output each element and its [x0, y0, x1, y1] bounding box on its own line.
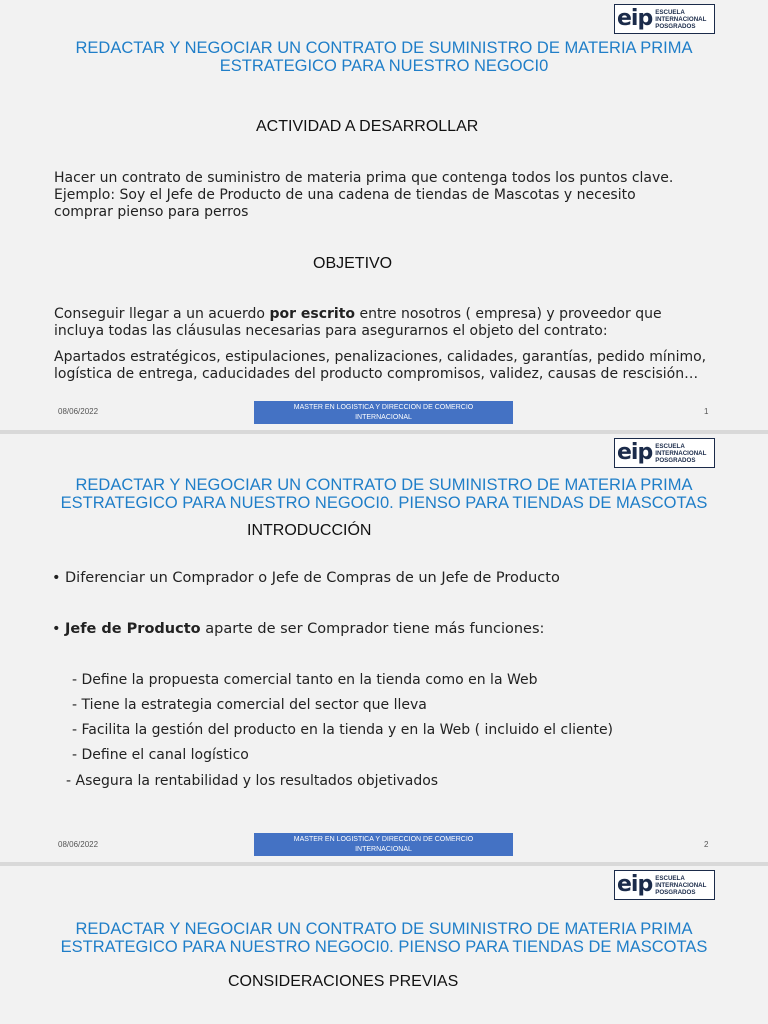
objective-post: entre nosotros ( empresa) y proveedor que — [355, 306, 662, 322]
logo-text — [655, 875, 706, 896]
logo-line-1: ESCUELA — [655, 442, 685, 450]
logo-line-3: POSGRADOS — [655, 456, 696, 464]
title-line-1: REDACTAR Y NEGOCIAR UN CONTRATO DE SUMINISTRO DE MATERIA PRIMA — [75, 39, 693, 57]
slide-title — [40, 39, 728, 75]
activity-line-3: comprar pienso para perros — [54, 204, 249, 220]
title-line-2: ESTRATEGICO PARA NUESTRO NEGOCI0 — [219, 57, 549, 75]
objective-text — [54, 306, 734, 340]
footer-date: 08/06/2022 — [58, 407, 99, 416]
title-line-2: ESTRATEGICO PARA NUESTRO NEGOCI0. PIENSO PARA TIENDAS DE MASCOTAS — [60, 494, 708, 512]
slide-title — [20, 920, 748, 956]
footer-program-box — [254, 401, 513, 424]
logo-line-2: INTERNACIONAL — [655, 449, 707, 457]
objective-pre: Conseguir llegar a un acuerdo — [54, 306, 270, 322]
objective-line-2: incluya todas las cláusulas necesarias para asegurarnos el objeto del contrato: — [54, 323, 608, 339]
eip-logo — [614, 438, 715, 468]
list-item: - Facilita la gestión del producto en la tienda y en la Web ( incluido el cliente) — [72, 722, 614, 738]
bullet-dot: • — [52, 621, 61, 637]
title-line-2: ESTRATEGICO PARA NUESTRO NEGOCI0. PIENSO PARA TIENDAS DE MASCOTAS — [60, 938, 708, 956]
logo-line-2: INTERNACIONAL — [655, 15, 707, 23]
title-line-1: REDACTAR Y NEGOCIAR UN CONTRATO DE SUMINISTRO DE MATERIA PRIMA — [75, 920, 693, 938]
logo-line-1: ESCUELA — [655, 874, 685, 882]
logo-line-1: ESCUELA — [655, 8, 685, 16]
bullet-bold: Jefe de Producto — [65, 621, 201, 637]
objective-list-text — [54, 349, 734, 383]
bullet-text: Diferenciar un Comprador o Jefe de Compras de un Jefe de Producto — [65, 570, 560, 586]
logo-text — [655, 443, 706, 464]
slide-title — [20, 476, 748, 512]
activity-line-1: Hacer un contrato de suministro de materia prima que contenga todos los puntos clave. — [54, 170, 674, 186]
objective-bold: por escrito — [269, 306, 356, 322]
page-number: 2 — [704, 840, 709, 849]
logo-line-3: POSGRADOS — [655, 22, 696, 30]
logo-line-2: INTERNACIONAL — [655, 881, 707, 889]
bullet-item — [52, 570, 560, 586]
bullet-item — [52, 621, 544, 637]
title-line-1: REDACTAR Y NEGOCIAR UN CONTRATO DE SUMINISTRO DE MATERIA PRIMA — [75, 476, 693, 494]
list-item: - Define la propuesta comercial tanto en la tienda como en la Web — [72, 672, 538, 688]
activity-heading: ACTIVIDAD A DESARROLLAR — [256, 118, 479, 135]
logo-line-3: POSGRADOS — [655, 888, 696, 896]
footer-date: 08/06/2022 — [58, 840, 99, 849]
footer-program-line-1: MASTER EN LOGISTICA Y DIRECCION DE COMERCIO — [293, 835, 474, 843]
slide-1 — [0, 0, 768, 430]
logo-mark: eip — [617, 872, 653, 897]
bullet-text: aparte de ser Comprador tiene más funciones: — [200, 621, 545, 637]
footer-program-line-2: INTERNACIONAL — [355, 413, 412, 421]
list-item: - Define el canal logístico — [72, 747, 249, 763]
introduction-heading: INTRODUCCIÓN — [247, 522, 372, 539]
activity-line-2: Ejemplo: Soy el Jefe de Producto de una cadena de tiendas de Mascotas y necesito — [54, 187, 636, 203]
slide-2 — [0, 434, 768, 862]
considerations-heading: CONSIDERACIONES PREVIAS — [228, 973, 459, 990]
logo-text — [655, 9, 706, 30]
activity-text — [54, 170, 734, 221]
logo-mark: eip — [617, 6, 653, 31]
bullet-dot: • — [52, 570, 61, 586]
objective-line-3: Apartados estratégicos, estipulaciones, penalizaciones, calidades, garantías, pedido mínimo, — [54, 349, 707, 365]
footer-program-line-1: MASTER EN LOGISTICA Y DIRECCION DE COMERCIO — [293, 403, 474, 411]
list-item: - Asegura la rentabilidad y los resultados objetivados — [66, 773, 439, 789]
objective-line-4: logística de entrega, caducidades del producto compromisos, validez, causas de rescisión… — [54, 366, 699, 382]
footer-program-line-2: INTERNACIONAL — [355, 845, 412, 853]
footer-program-box — [254, 833, 513, 856]
objective-heading: OBJETIVO — [313, 255, 393, 272]
slide-3 — [0, 866, 768, 1024]
logo-mark: eip — [617, 440, 653, 465]
page-number: 1 — [704, 407, 709, 416]
eip-logo — [614, 4, 715, 34]
list-item: - Tiene la estrategia comercial del sector que lleva — [72, 697, 427, 713]
eip-logo — [614, 870, 715, 900]
